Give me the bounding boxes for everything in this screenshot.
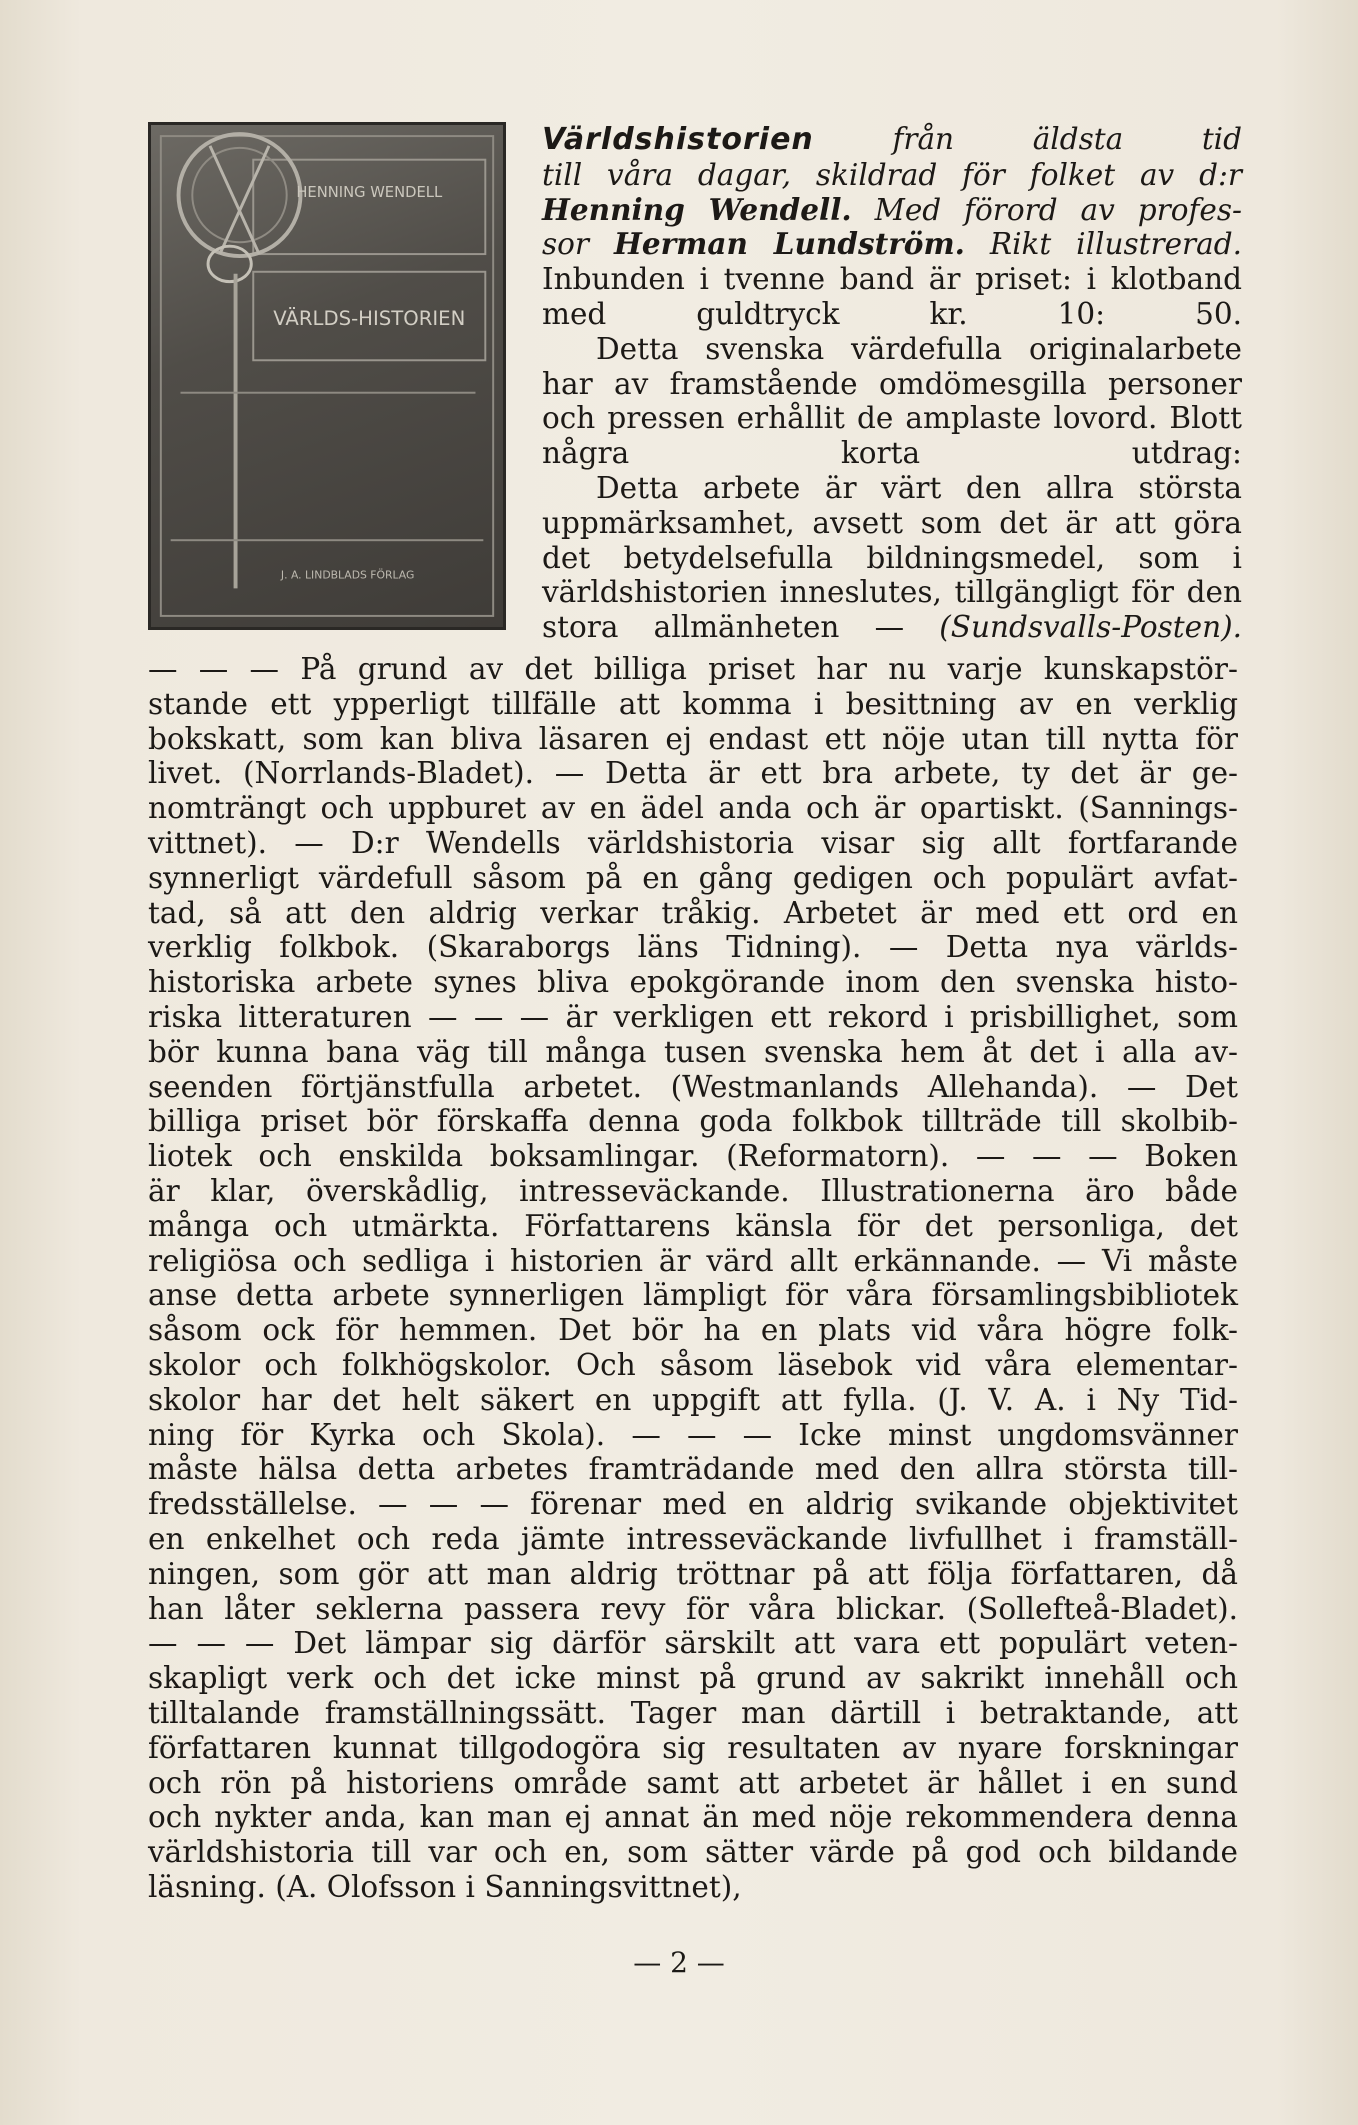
body-line: bör kunna bana väg till många tusen svenska hem åt det i alla av- [148,1034,1238,1069]
intro-line: Med förord av profes- [874,192,1242,227]
body-line: stande ett ypperligt tillfälle att komma i besittning av en verklig [148,686,1238,721]
intro-line: och pressen erhållit de amplaste lovord. Blott [542,401,1242,436]
quote-line: världshistorien inneslutes, tillgängligt för den [542,575,1242,610]
quote-line: uppmärksamhet, avsett som det är att göra [542,505,1242,540]
quote-line: Detta arbete är värt den allra största [596,470,1242,505]
intro-line: Detta svenska värdefulla originalarbete [596,331,1242,366]
body-line: nomträngt och uppburet av en ädel anda och är opartiskt. (Sannings- [148,791,1238,826]
professor-name: Herman Lundström. [613,226,965,262]
body-line: tad, så att den aldrig verkar tråkig. Arbetet är med ett ord en [148,895,1238,930]
title-line-rest: från äldsta tid [892,122,1242,156]
quote-source: (Sundsvalls-Posten). [939,610,1242,645]
body-line: måste hälsa detta arbetes framträdande med den allra största till- [148,1452,1238,1487]
body-line: historiska arbete synes bliva epokgörande inom den svenska histo- [148,965,1238,1000]
intro-line: sor [542,227,590,262]
body-line: — — — På grund av det billiga priset har nu varje kunskapstör- [148,652,1238,686]
quote-line: det betydelsefulla bildningsmedel, som i [542,540,1242,575]
intro-line: har av framstående omdömesgilla personer [542,366,1242,401]
price-line: Inbunden i tvenne band är priset: i klotband [542,262,1242,297]
body-line: han låter seklerna passera revy för våra blickar. (Sollefteå-Bladet). [148,1591,1238,1626]
author-name: Henning Wendell. [542,191,852,227]
book-cover-image [148,122,506,630]
body-line: såsom ock för hemmen. Det bör ha en plats vid våra högre folk- [148,1313,1238,1348]
price-line: med guldtryck kr. 10: 50. [542,296,1242,331]
body-line: fredsställelse. — — — förenar med en aldrig svikande objektivitet [148,1487,1238,1522]
body-line: världshistoria till var och en, som sätter värde på god och bildande [148,1835,1238,1870]
body-line: tilltalande framställningssätt. Tager man därtill i betraktande, att [148,1695,1238,1730]
quote-line: stora allmänheten — [542,610,905,645]
intro-line: till våra dagar, skildrad för folket av d:r [542,157,1242,192]
body-line: religiösa och sedliga i historien är värd allt erkännande. — Vi måste [148,1243,1238,1278]
body-line: bokskatt, som kan bliva läsaren ej endast ett nöje utan till nytta för [148,721,1238,756]
body-line: liotek och enskilda boksamlingar. (Reformatorn). — — — Boken [148,1139,1238,1174]
intro-paragraph [542,122,1242,645]
body-line: författaren kunnat tillgodogöra sig resultaten av nyare forskningar [148,1730,1238,1765]
body-line: billiga priset bör förskaffa denna goda folkbok tillträde till skolbib- [148,1104,1238,1139]
body-line: seenden förtjänstfulla arbetet. (Westmanlands Allehanda). — Det [148,1069,1238,1104]
body-line: verklig folkbok. (Skaraborgs läns Tidning). — Detta nya världs- [148,930,1238,965]
body-line: och nykter anda, kan man ej annat än med nöje rekommendera denna [148,1800,1238,1835]
body-line: riska litteraturen — — — är verkligen ett rekord i prisbillighet, som [148,999,1238,1034]
body-line: livet. (Norrlands-Bladet). — Detta är ett bra arbete, ty det är ge- [148,756,1238,791]
cover-publisher-text: J. A. LINDBLADS FÖRLAG [280,568,415,582]
body-line: skolor har det helt säkert en uppgift att fylla. (J. V. A. i Ny Tid- [148,1382,1238,1417]
cover-author-text: HENNING WENDELL [296,184,443,202]
body-line: en enkelhet och reda jämte intresseväckande livfullhet i framställ- [148,1521,1238,1556]
body-line: är klar, överskådlig, intresseväckande. Illustrationerna äro både [148,1173,1238,1208]
intro-line: några korta utdrag: [542,436,1242,471]
book-title: Världshistorien [542,122,814,157]
body-line: vittnet). — D:r Wendells världshistoria visar sig allt fortfarande [148,825,1238,860]
page-number: — 2 — [633,1946,725,1979]
reviews-paragraph [148,652,1238,1905]
intro-line: Rikt illustrerad. [989,227,1242,262]
body-line: läsning. (A. Olofsson i Sanningsvittnet), [148,1869,742,1904]
cover-title-text: VÄRLDS-HISTORIEN [273,306,466,330]
body-line: ningen, som gör att man aldrig tröttnar på att följa författaren, då [148,1556,1238,1591]
body-line: skolor och folkhögskolor. Och såsom läsebok vid våra elementar- [148,1347,1238,1382]
body-line: synnerligt värdefull såsom på en gång gedigen och populärt avfat- [148,860,1238,895]
body-line: och rön på historiens område samt att arbetet är hållet i en sund [148,1765,1238,1800]
book-cover-illustration [151,125,503,627]
body-line: ning för Kyrka och Skola). — — — Icke minst ungdomsvänner [148,1417,1238,1452]
body-line: många och utmärkta. Författarens känsla för det personliga, det [148,1208,1238,1243]
body-line: anse detta arbete synnerligen lämpligt för våra församlingsbibliotek [148,1278,1238,1313]
body-line: — — — Det lämpar sig därför särskilt att vara ett populärt veten- [148,1626,1238,1661]
body-line: skapligt verk och det icke minst på grund av sakrikt innehåll och [148,1661,1238,1696]
